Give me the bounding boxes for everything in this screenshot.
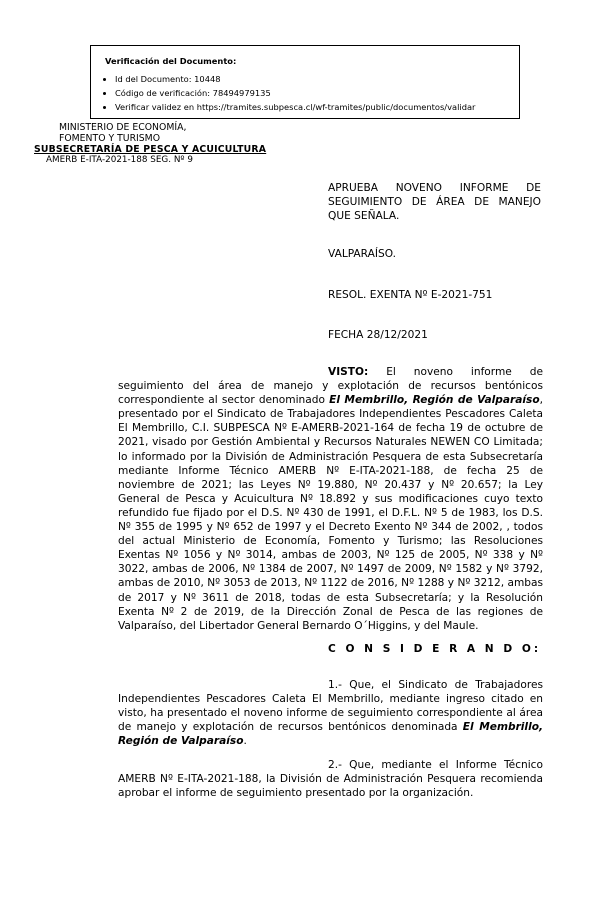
reference-code: AMERB E-ITA-2021-188 SEG. Nº 9 (46, 155, 193, 165)
resolution-summary: APRUEBA NOVENO INFORME DE SEGUIMIENTO DE ÁREA DE MANEJO QUE SEÑALA. (328, 182, 541, 222)
resolution-date: FECHA 28/12/2021 (328, 329, 428, 341)
p1-text-b: . (243, 735, 247, 748)
considerando-heading: C O N S I D E R A N D O: (328, 643, 542, 655)
resolution-number: RESOL. EXENTA Nº E-2021-751 (328, 289, 493, 301)
visto-label: VISTO: (328, 366, 369, 378)
verification-title: Verificación del Documento: (105, 56, 237, 66)
visto-text-b: , presentado por el Sindicato de Trabajadores Independientes Pescadores Caleta El Membrillo, C.I. SUBPESCA Nº E-AMERB-2021-164 de fecha 19 de octubre de 2021, visado por Gestión Ambiental y Recursos Naturales NEWEN CO Limitada; lo informado por la División de Administración Pesquera de esta Subsecretaría mediante Informe Técnico AMERB Nº E-ITA-2021-188, de fecha 25 de noviembre de 2021; las Leyes Nº 19.880, Nº 20.437 y Nº 20.657; la Ley General de Pesca y Acuicultura Nº 18.892 y sus modificaciones cuyo texto refundido fue fijado por el D.S. Nº 430 de 1991, el D.F.L. Nº 5 de 1983, los D.S. Nº 355 de 1995 y Nº 652 de 1997 y el Decreto Exento Nº 344 de 2002, , todos del actual Ministerio de Economía, Fomento y Turismo; las Resoluciones Exentas Nº 1056 y Nº 3014, ambas de 2003, Nº 125 de 2005, Nº 338 y Nº 3022, ambas de 2006, Nº 1384 de 2007, Nº 1497 de 2009, Nº 1582 y Nº 3792, ambas de 2010, Nº 3053 de 2013, Nº 1122 de 2016, Nº 1288 y Nº 3212, ambas de 2017 y Nº 3611 de 2018, todas de esta Subsecretaría; y la Resolución Exenta Nº 2 de 2019, de la Dirección Zonal de Pesca de las regiones de Valparaíso, del Libertador General Bernardo O´Higgins, y del Maule. (118, 394, 544, 632)
subsecretaria-title: SUBSECRETARÍA DE PESCA Y ACUICULTURA (34, 144, 267, 155)
ministry-line-2: FOMENTO Y TURISMO (59, 133, 161, 144)
considerando-paragraph-2: 2.- Que, mediante el Informe Técnico AMERB Nº E-ITA-2021-188, la División de Administración Pesquera recomienda aprobar el informe de seguimiento presentado por la organización. (118, 759, 543, 800)
p1-area-name: El Membrillo, Región de Valparaíso (118, 721, 543, 748)
verification-box (90, 45, 520, 119)
verification-code: • Código de verificación: 78494979135 (115, 86, 519, 100)
p1-text-a: 1.- Que, el Sindicato de Trabajadores Independientes Pescadores Caleta El Membrillo, mediante ingreso citado en visto, ha presentado el noveno informe de seguimiento correspondiente al área de manejo y explotación de recursos bentónicos denominada (118, 679, 543, 734)
verification-list (105, 72, 519, 114)
considerando-paragraph-1 (118, 678, 543, 748)
verification-link[interactable]: • Verificar validez en https://tramites.subpesca.cl/wf-tramites/public/documentos/validar (115, 100, 519, 114)
ministry-line-1: MINISTERIO DE ECONOMÍA, (59, 122, 187, 133)
ministry-header (34, 122, 294, 166)
visto-area-name: El Membrillo, Región de Valparaíso (329, 394, 540, 407)
resolution-city: VALPARAÍSO. (328, 248, 396, 260)
visto-text-a: El noveno informe de seguimiento del área de manejo y explotación de recursos bentónicos correspondiente al sector denominado (118, 366, 543, 407)
visto-paragraph (118, 365, 543, 633)
document-id: • Id del Documento: 10448 (115, 72, 519, 86)
